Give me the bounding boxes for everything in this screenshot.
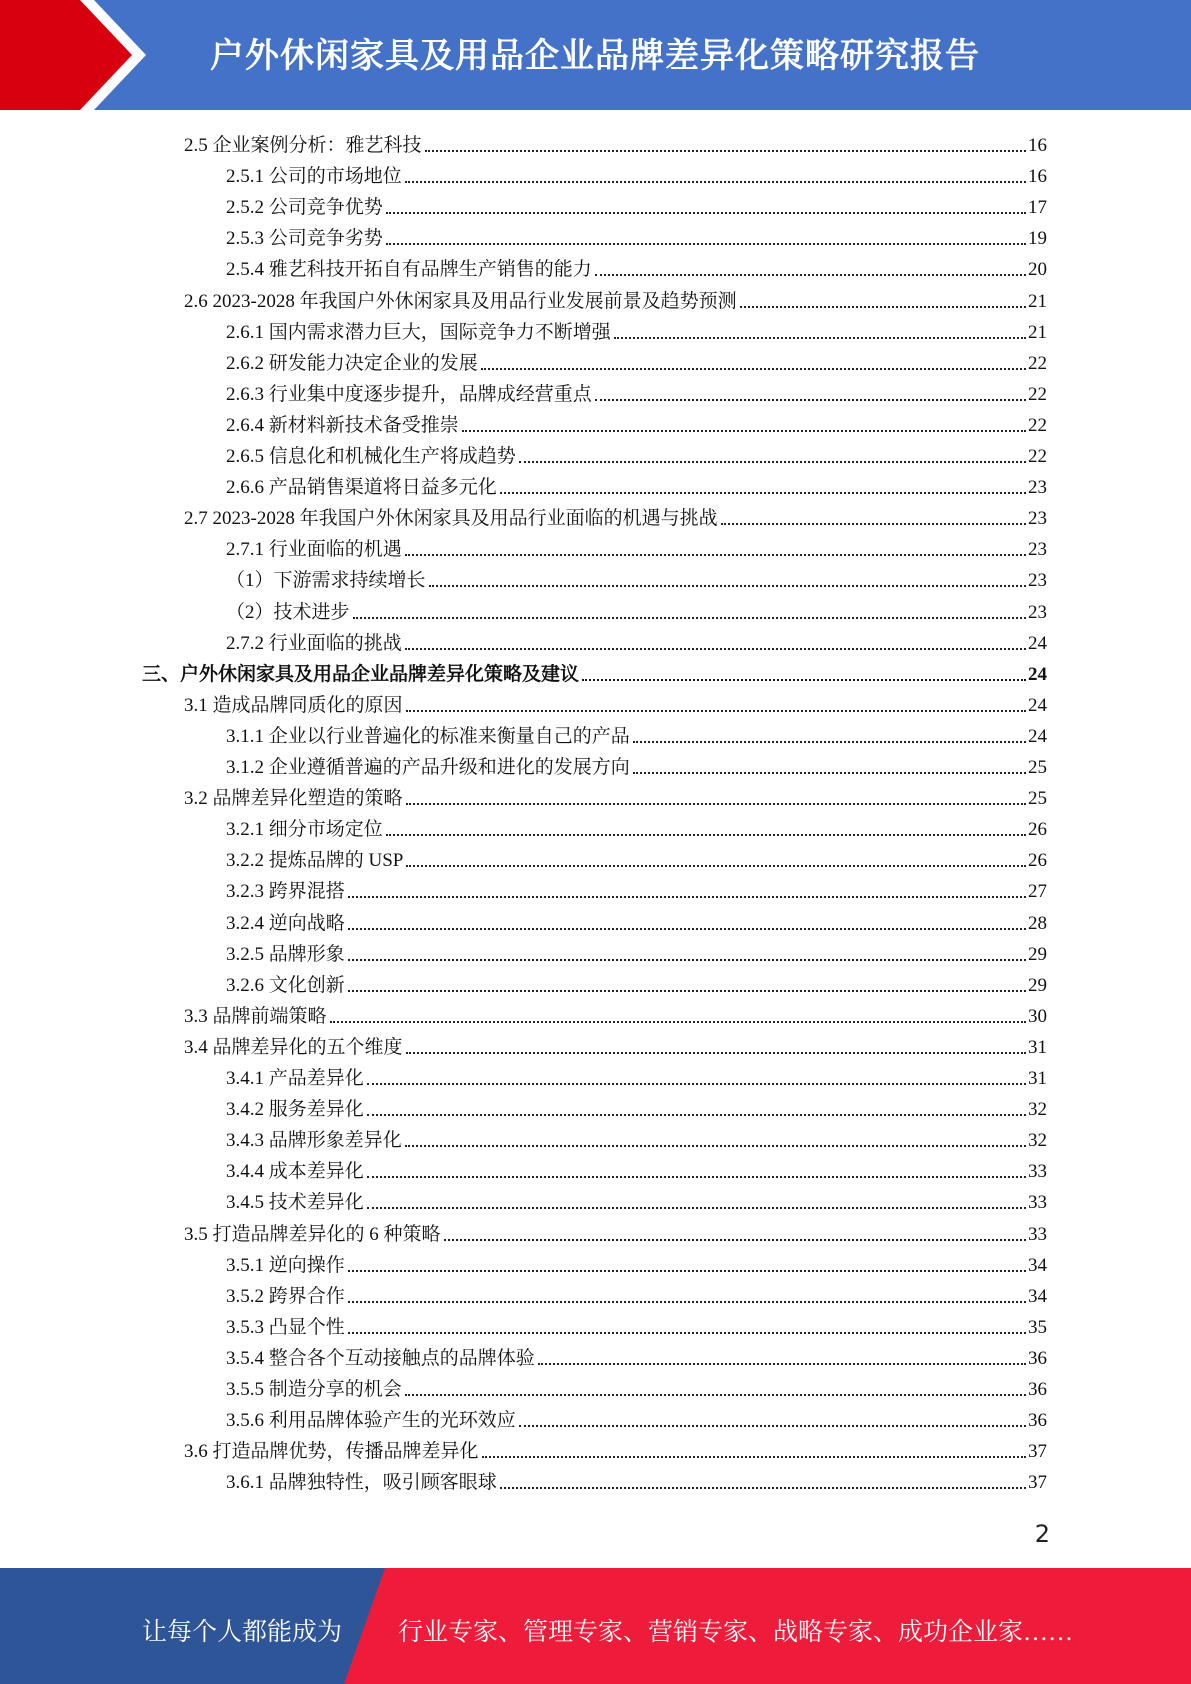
toc-dot-leader [348, 928, 1026, 930]
toc-entry-title: 3.4 品牌差异化的五个维度 [184, 1036, 403, 1058]
toc-dot-leader [482, 1456, 1026, 1458]
toc-entry-page: 36 [1028, 1379, 1047, 1400]
toc-entry-page: 31 [1028, 1036, 1047, 1058]
toc-entry-title: 2.7.2 行业面临的挑战 [226, 632, 402, 654]
toc-dot-leader [348, 1301, 1026, 1303]
toc-entry[interactable] [226, 189, 1047, 220]
toc-entry-page: 22 [1028, 352, 1047, 374]
toc-entry-title: 3.2.1 细分市场定位 [226, 819, 383, 841]
toc-entry-page: 23 [1028, 539, 1047, 561]
toc-entry-title: 3.2.3 跨界混搭 [226, 881, 345, 903]
toc-entry[interactable] [184, 500, 1047, 531]
toc-entry[interactable] [226, 1340, 1047, 1371]
toc-dot-leader [721, 523, 1026, 525]
toc-entry-title: 3.1.1 企业以行业普遍化的标准来衡量自己的产品 [226, 725, 630, 747]
toc-entry-page: 34 [1028, 1254, 1047, 1276]
toc-entry[interactable] [226, 531, 1047, 562]
toc-entry-page: 27 [1028, 881, 1047, 903]
toc-entry-page: 23 [1028, 477, 1047, 499]
toc-dot-leader [367, 1083, 1026, 1085]
toc-entry-page: 23 [1028, 570, 1047, 592]
toc-entry-title: 3.5 打造品牌差异化的 6 种策略 [184, 1223, 441, 1245]
toc-entry[interactable] [226, 469, 1047, 500]
toc-entry-page: 29 [1028, 974, 1047, 996]
toc-dot-leader [633, 741, 1026, 743]
toc-entry-title: 3.2 品牌差异化塑造的策略 [184, 788, 403, 810]
toc-entry-title: 2.5 企业案例分析：雅艺科技 [184, 135, 422, 156]
toc-entry-title: 2.6.2 研发能力决定企业的发展 [226, 352, 478, 374]
toc-entry-page: 20 [1028, 259, 1047, 281]
toc-entry-page: 21 [1028, 290, 1047, 312]
toc-entry-page: 22 [1028, 414, 1047, 436]
footer-slogan-right: 行业专家、管理专家、营销专家、战略专家、成功企业家…… [398, 1619, 1074, 1646]
toc-dot-leader [614, 337, 1026, 339]
toc-entry-page: 26 [1028, 850, 1047, 872]
toc-entry-title: （1）下游需求持续增长 [226, 570, 426, 592]
toc-entry-page: 37 [1028, 1472, 1047, 1494]
toc-entry-title: 3.2.2 提炼品牌的 USP [226, 850, 404, 872]
toc-entry[interactable] [226, 811, 1047, 842]
toc-entry-title: 3.5.2 跨界合作 [226, 1285, 345, 1307]
toc-entry[interactable] [226, 905, 1047, 936]
toc-entry-page: 19 [1028, 228, 1047, 250]
toc-entry-page: 28 [1028, 912, 1047, 934]
toc-entry[interactable] [226, 251, 1047, 282]
toc-entry-page: 32 [1028, 1099, 1047, 1121]
toc-entry-page: 21 [1028, 321, 1047, 343]
report-title: 户外休闲家具及用品企业品牌差异化策略研究报告 [210, 36, 980, 76]
toc-entry-title: 3.5.1 逆向操作 [226, 1254, 345, 1276]
toc-dot-leader [348, 896, 1026, 898]
toc-dot-leader [406, 1052, 1026, 1054]
toc-dot-leader [444, 1239, 1026, 1241]
toc-entry-page: 35 [1028, 1316, 1047, 1338]
toc-entry-title: （2）技术进步 [226, 601, 350, 623]
toc-entry[interactable] [226, 562, 1047, 593]
toc-entry[interactable] [226, 1371, 1047, 1402]
toc-entry-title: 2.7.1 行业面临的机遇 [226, 539, 402, 561]
toc-entry-title: 2.6.1 国内需求潜力巨大，国际竞争力不断增强 [226, 321, 611, 343]
toc-entry[interactable] [184, 780, 1047, 811]
toc-dot-leader [633, 772, 1026, 774]
toc-dot-leader [519, 461, 1026, 463]
toc-entry[interactable] [184, 998, 1047, 1029]
toc-entry-title: 2.5.1 公司的市场地位 [226, 166, 402, 188]
toc-entry-title: 3.5.3 凸显个性 [226, 1316, 345, 1338]
toc-entry-title: 3.2.4 逆向战略 [226, 912, 345, 934]
toc-entry-title: 2.5.3 公司竞争劣势 [226, 228, 383, 250]
toc-entry-page: 31 [1028, 1068, 1047, 1089]
footer-slogan-left: 让每个人都能成为 [142, 1619, 343, 1646]
toc-dot-leader [740, 306, 1026, 308]
toc-entry-title: 3.5.4 整合各个互动接触点的品牌体验 [226, 1347, 535, 1369]
toc-entry-page: 26 [1028, 819, 1047, 841]
toc-dot-leader [405, 1394, 1026, 1396]
toc-entry-page: 24 [1028, 725, 1047, 747]
toc-entry-title: 3.4.2 服务差异化 [226, 1099, 364, 1121]
toc-entry[interactable] [226, 594, 1047, 625]
toc-entry[interactable] [226, 1309, 1047, 1340]
toc-entry-title: 3.6.1 品牌独特性，吸引顾客眼球 [226, 1472, 497, 1494]
toc-dot-leader [519, 1425, 1026, 1427]
toc-entry[interactable] [142, 656, 1047, 687]
toc-entry-title: 2.6.5 信息化和机械化生产将成趋势 [226, 446, 516, 467]
toc-entry[interactable] [226, 407, 1047, 438]
toc-entry-title: 3.4.1 产品差异化 [226, 1068, 364, 1089]
toc-entry-title: 3.5.6 利用品牌体验产生的光环效应 [226, 1410, 516, 1432]
toc-dot-leader [582, 679, 1026, 681]
toc-entry-page: 23 [1028, 601, 1047, 623]
toc-entry-title: 2.6.6 产品销售渠道将日益多元化 [226, 477, 497, 499]
toc-entry[interactable] [226, 1153, 1047, 1184]
toc-entry-page: 32 [1028, 1130, 1047, 1152]
toc-entry-title: 3.1.2 企业遵循普遍的产品升级和进化的发展方向 [226, 757, 630, 778]
toc-entry-title: 2.5.2 公司竞争优势 [226, 197, 383, 219]
toc-entry-page: 33 [1028, 1192, 1047, 1214]
footer-banner [0, 1568, 1191, 1684]
toc-entry-page: 23 [1028, 508, 1047, 530]
toc-entry-title: 3.5.5 制造分享的机会 [226, 1379, 402, 1400]
toc-dot-leader [538, 1363, 1026, 1365]
toc-dot-leader [386, 243, 1026, 245]
toc-dot-leader [405, 1145, 1026, 1147]
toc-entry-title: 三、户外休闲家具及用品企业品牌差异化策略及建议 [142, 663, 580, 685]
toc-dot-leader [429, 585, 1026, 587]
toc-entry[interactable] [226, 842, 1047, 873]
toc-dot-leader [330, 1021, 1026, 1023]
toc-entry-title: 3.4.3 品牌形象差异化 [226, 1130, 402, 1152]
toc-entry[interactable] [226, 967, 1047, 998]
toc-entry-page: 37 [1028, 1441, 1047, 1463]
toc-entry-page: 16 [1028, 166, 1047, 188]
toc-dot-leader [348, 1270, 1026, 1272]
toc-entry-page: 33 [1028, 1223, 1047, 1245]
toc-entry[interactable] [184, 283, 1047, 314]
toc-dot-leader [353, 617, 1026, 619]
toc-entry[interactable] [226, 749, 1047, 780]
header-banner [0, 0, 1191, 110]
toc-entry-page: 17 [1028, 197, 1047, 219]
toc-entry[interactable] [226, 1060, 1047, 1091]
toc-entry-page: 24 [1028, 694, 1047, 716]
toc-entry[interactable] [226, 625, 1047, 656]
toc-entry-title: 2.6 2023-2028 年我国户外休闲家具及用品行业发展前景及趋势预测 [184, 290, 737, 312]
toc-entry[interactable] [226, 314, 1047, 345]
toc-entry[interactable] [184, 1029, 1047, 1060]
toc-entry-page: 25 [1028, 757, 1047, 778]
toc-entry-page: 24 [1028, 632, 1047, 654]
toc-dot-leader [348, 1332, 1026, 1334]
toc-dot-leader [367, 1114, 1026, 1116]
toc-entry-page: 34 [1028, 1285, 1047, 1307]
toc-entry[interactable] [184, 1433, 1047, 1464]
toc-entry-page: 36 [1028, 1347, 1047, 1369]
toc-entry-title: 3.3 品牌前端策略 [184, 1005, 327, 1027]
toc-entry[interactable] [226, 438, 1047, 469]
toc-dot-leader [348, 990, 1026, 992]
toc-dot-leader [367, 1176, 1026, 1178]
toc-dot-leader [367, 1207, 1026, 1209]
toc-entry[interactable] [226, 1402, 1047, 1433]
toc-entry[interactable] [184, 127, 1047, 158]
toc-entry[interactable] [226, 1184, 1047, 1215]
toc-dot-leader [405, 648, 1026, 650]
toc-entry[interactable] [226, 1278, 1047, 1309]
toc-entry-title: 3.2.5 品牌形象 [226, 943, 345, 965]
toc-entry-title: 2.6.4 新材料新技术备受推崇 [226, 414, 459, 436]
toc-entry-title: 3.4.4 成本差异化 [226, 1161, 364, 1183]
toc-dot-leader [386, 212, 1026, 214]
toc-entry[interactable] [226, 220, 1047, 251]
toc-entry-title: 3.6 打造品牌优势，传播品牌差异化 [184, 1441, 479, 1463]
toc-entry-page: 36 [1028, 1410, 1047, 1432]
toc-dot-leader [406, 803, 1026, 805]
toc-entry-title: 3.1 造成品牌同质化的原因 [184, 694, 403, 716]
toc-dot-leader [348, 959, 1026, 961]
toc-dot-leader [405, 181, 1026, 183]
toc-entry[interactable] [226, 718, 1047, 749]
toc-dot-leader [595, 274, 1026, 276]
toc-dot-leader [462, 430, 1026, 432]
toc-entry-title: 2.7 2023-2028 年我国户外休闲家具及用品行业面临的机遇与挑战 [184, 508, 718, 530]
toc-entry[interactable] [226, 158, 1047, 189]
toc-entry-page: 33 [1028, 1161, 1047, 1183]
toc-entry-page: 30 [1028, 1005, 1047, 1027]
header-red-arrow-graphic [0, 0, 150, 110]
page-number: 2 [1034, 1520, 1050, 1548]
toc-entry[interactable] [226, 936, 1047, 967]
toc-entry-page: 24 [1028, 663, 1047, 685]
toc-entry-title: 2.6.3 行业集中度逐步提升，品牌成经营重点 [226, 383, 592, 405]
toc-entry[interactable] [184, 687, 1047, 718]
toc-entry-page: 22 [1028, 446, 1047, 467]
toc-entry-page: 22 [1028, 383, 1047, 405]
toc-entry[interactable] [226, 1122, 1047, 1153]
toc-entry[interactable] [226, 1247, 1047, 1278]
toc-dot-leader [386, 834, 1026, 836]
toc-entry[interactable] [226, 1464, 1047, 1495]
toc-dot-leader [481, 368, 1026, 370]
toc-dot-leader [406, 710, 1026, 712]
toc-entry[interactable] [226, 1091, 1047, 1122]
toc-entry-page: 25 [1028, 788, 1047, 810]
toc-dot-leader [500, 1487, 1026, 1489]
toc-dot-leader [406, 865, 1026, 867]
toc-entry-page: 29 [1028, 943, 1047, 965]
toc-entry[interactable] [226, 376, 1047, 407]
toc-entry[interactable] [226, 873, 1047, 904]
toc-entry[interactable] [226, 345, 1047, 376]
toc-entry-page: 16 [1028, 135, 1047, 156]
toc-dot-leader [405, 554, 1026, 556]
toc-entry-title: 3.2.6 文化创新 [226, 974, 345, 996]
toc-dot-leader [500, 492, 1026, 494]
toc-dot-leader [595, 399, 1026, 401]
toc-dot-leader [425, 150, 1026, 152]
toc-entry[interactable] [184, 1216, 1047, 1247]
toc-entry-title: 2.5.4 雅艺科技开拓自有品牌生产销售的能力 [226, 259, 592, 281]
toc-entry-title: 3.4.5 技术差异化 [226, 1192, 364, 1214]
